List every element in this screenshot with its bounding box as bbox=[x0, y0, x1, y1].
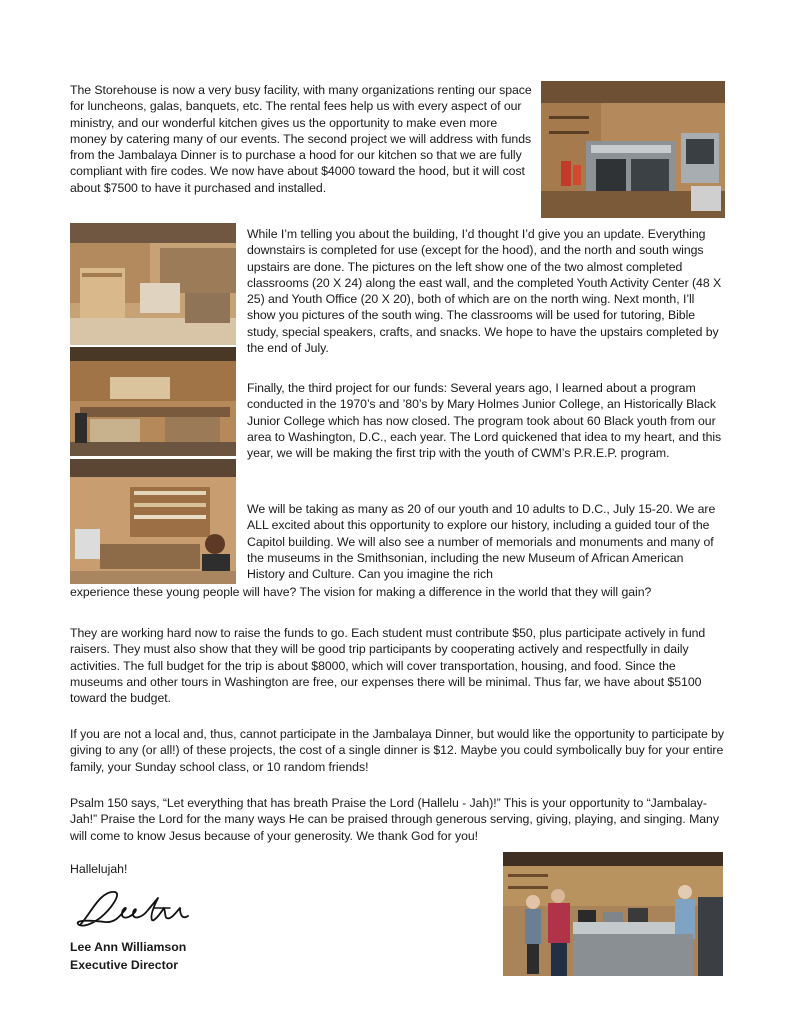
kitchen-photo bbox=[541, 81, 725, 218]
serving-photo bbox=[503, 852, 723, 976]
paragraph-6: If you are not a local and, thus, cannot participate in the Jambalaya Dinner, but would like the opportunity to participate by giving to any (or all!) of these projects, the cost of a single dinner is $12. Maybe you could symbolically buy for your entire family, your Sunday school class, or 10 random friends! bbox=[70, 727, 725, 774]
paragraph-7: Psalm 150 says, “Let everything that has breath Praise the Lord (Hallelu - Jah)!” This is your opportunity to “Jambalay-Jah!” Praise the Lord for the many ways He can be praised through generous serving, giving, playing, and singing. Many will come to know Jesus because of your generosity. We thank God for you! bbox=[70, 796, 719, 843]
signature-title: Executive Director bbox=[70, 958, 178, 972]
signature bbox=[70, 880, 200, 940]
paragraph-5: They are working hard now to raise the funds to go. Each student must contribute $50, plus participate actively in fund raisers. They must also show that they will be good trip participants by cooperating actively and respectfully in daily activities. The full budget for the trip is about $8000, which will cover transportation, housing, and food. Since the museums and other tours in Washington are free, our expenses there will be minimal. Thus far, we have about $5100 toward the budget. bbox=[70, 626, 706, 706]
paragraph-3: Finally, the third project for our funds: Several years ago, I learned about a program conducted in the 1970’s and ’80’s by Mary Holmes Junior College, an Historically Black Junior College which has now closed. The program took about 60 Black youth from our area to Washington, D.C., each year. The Lord quickened that idea to my heart, and this year, we will be making the first trip with the youth of CWM’s P.R.E.P. program. bbox=[247, 381, 722, 461]
paragraph-4: We will be taking as many as 20 of our youth and 10 adults to D.C., July 15-20. We are ALL excited about this opportunity to explore our history, including a guided tour of the Capitol building. We will also see a number of memorials and monuments and many of the museums in the Smithsonian, including the new Museum of African American History and Culture. Can you imagine the rich bbox=[247, 502, 716, 582]
paragraph-2: While I’m telling you about the building, I’d thought I’d give you an update. Everything downstairs is completed for use (except for the hood), and the north and south wings upstairs are done. The pictures on the left show one of the two almost completed classrooms (20 X 24) along the east wall, and the completed Youth Activity Center (48 X 25) and Youth Office (20 X 20), both of which are on the north wing. Next month, I’ll show you pictures of the south wing. The classrooms will be used for tutoring, Bible study, special speakers, crafts, and snacks. We hope to have the upstairs completed by the end of July. bbox=[247, 227, 722, 356]
youth-office-photo bbox=[70, 459, 236, 584]
closing: Hallelujah! bbox=[70, 862, 128, 876]
activity-center-photo bbox=[70, 347, 236, 456]
classroom-photo bbox=[70, 223, 236, 345]
signature-name: Lee Ann Williamson bbox=[70, 940, 187, 954]
paragraph-1: The Storehouse is now a very busy facility, with many organizations renting our space for luncheons, galas, banquets, etc. The rental fees help us with every aspect of our ministry, and our wonderful kitchen gives us the opportunity to make even more money by catering many of our events. The second project we will address with funds from the Jambalaya Dinner is to purchase a hood for our kitchen so that we are fully compliant with fire codes. We now have about $4000 toward the hood, but it will cost about $7500 to have it purchased and installed. bbox=[70, 83, 532, 195]
paragraph-4-continued: experience these young people will have? The vision for making a difference in the world that they will gain? bbox=[70, 585, 652, 599]
